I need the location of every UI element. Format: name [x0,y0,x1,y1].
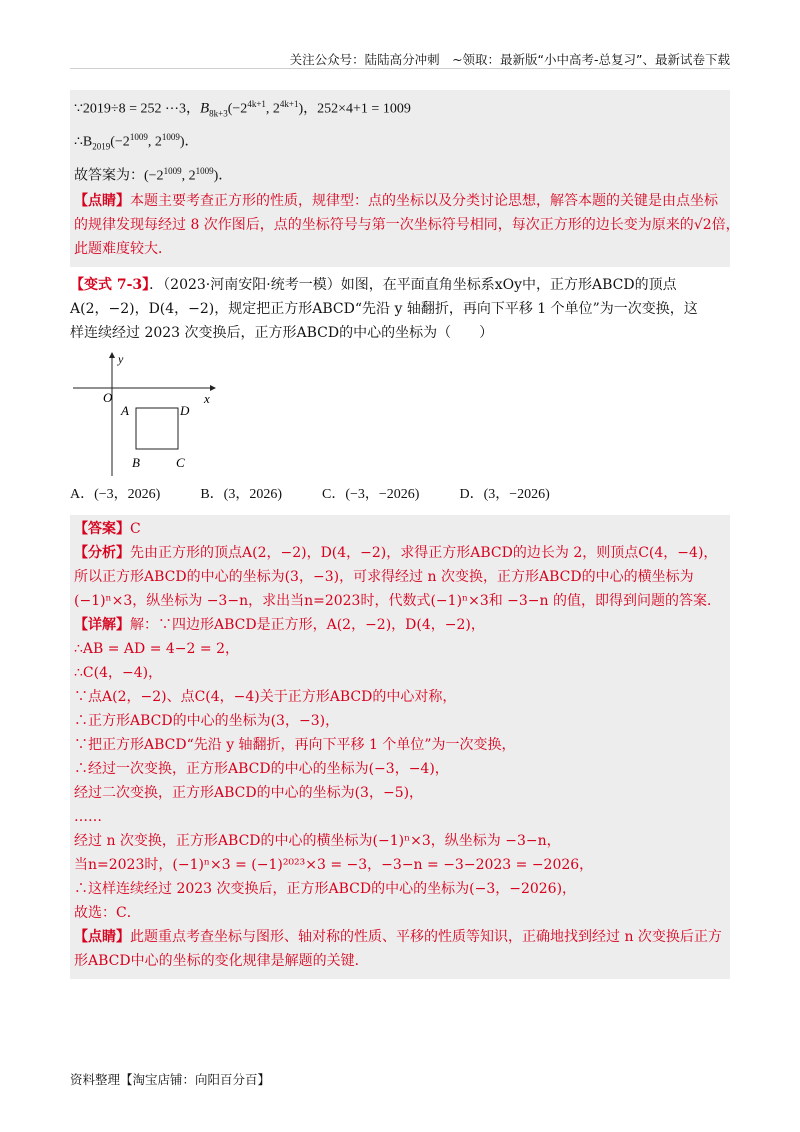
prev-l1-b-sub: 8k+3 [209,108,228,119]
detail-line-9: …… [74,808,102,825]
detail-line-2: ∴AB = AD = 4−2 = 2， [74,640,239,657]
detail-line-10: 经过 n 次变换，正方形ABCD的中心的横坐标为(−1)ⁿ×3，纵坐标为 −3−n， [74,832,561,849]
prev-l2-a: ∴B [74,135,93,151]
prev-note-sqrt: √2 [693,216,712,233]
analysis-line-3: (−1)ⁿ×3，纵坐标为 −3−n，求出当n=2023时，代数式(−1)ⁿ×3和 −3−n 的值，即得到问题的答案． [74,592,722,609]
square-abcd [136,408,178,449]
detail-line-11: 当n=2023时，(−1)ⁿ×3 = (−1)²⁰²³×3 = −3，−3−n = −3−2023 = −2026， [74,856,594,873]
analysis-line-1 [74,541,726,565]
analysis-l1: 先由正方形的顶点A(2，−2)，D(4，−2)，求得正方形ABCD的边长为 2，则顶点C(4，−4)， [130,544,718,561]
vertex-b-label: B [132,454,140,470]
choice-d[interactable]: D．(3，−2026) [459,486,550,502]
vertex-d-label: D [180,402,190,418]
question-line-1 [70,273,730,297]
prev-line-1 [74,92,726,125]
prev-l3-b: , 2 [181,168,196,184]
detail-line-7: ∴经过一次变换，正方形ABCD的中心的坐标为(−3，−4)， [74,760,449,777]
prev-l1-a: ∵2019÷8 = 252 ⋯3， [74,101,200,117]
prev-l3-a-sup: 1009 [163,165,182,176]
vertex-a-label: A [121,402,129,418]
prev-l3-a: 故答案为：(−2 [74,168,164,184]
prev-note-line-2 [74,213,740,237]
prev-line-2 [74,125,726,158]
prev-l2-a-sub: 2019 [92,141,111,152]
page-header: 关注公众号：陆陆高分冲刺 ~领取：最新版“小中高考-总复习”、最新试卷下载 [289,52,730,67]
prev-l1-e: )，252×4+1 = 1009 [298,101,411,117]
detail-line-3: ∴C(4，−4)， [74,664,163,681]
prev-l2-d: )． [179,135,199,151]
question-line-2: A(2，−2)，D(4，−2)，规定把正方形ABCD“先沿 y 轴翻折，再向下平移 1 个单位”为一次变换，这 [70,300,698,317]
vertex-c-label: C [176,454,185,470]
detail-line-8: 经过二次变换，正方形ABCD的中心的坐标为(3，−5)， [74,784,424,801]
note-l1: 此题重点考查坐标与图形、轴对称的性质、平移的性质等知识，正确地找到经过 n 次变换后正方 [130,928,722,945]
prev-note-2c: 倍， [711,216,740,233]
prev-note-1: 本题主要考查正方形的性质，规律型：点的坐标以及分类讨论思想，解答本题的关键是由点坐标 [130,192,718,209]
prev-l2-c-sup: 1009 [161,132,180,143]
answer-tag: 【答案】 [74,520,130,537]
detail-tag: 【详解】 [74,616,130,633]
prev-l2-b-sup: 1009 [129,132,148,143]
prev-l1-d-sup: 4k+1 [279,99,299,109]
answer-line [74,517,726,541]
prev-l1-b: B [200,100,210,117]
y-axis-arrow [109,352,115,358]
note-line-2: 形ABCD中心的坐标的变化规律是解题的关键． [74,952,369,969]
prev-l1-c-sup: 4k+1 [247,99,266,109]
page-content [70,90,740,979]
detail-line-5: ∴正方形ABCD的中心的坐标为(3，−3)， [74,712,340,729]
coordinate-figure [70,349,730,479]
prev-l1-d: , 2 [265,101,280,117]
detail-line-12: ∴这样连续经过 2023 次变换后，正方形ABCD的中心的坐标为(−3，−2026)， [74,880,577,897]
detail-l1: 解：∵四边形ABCD是正方形，A(2，−2)，D(4，−2)， [130,616,485,633]
question-l1: ．（2023·河南安阳·统考一模）如图，在平面直角坐标系xOy中，正方形ABCD的顶点 [149,276,677,293]
prev-line-3 [74,159,726,189]
choice-b[interactable]: B．(3，2026) [200,486,283,502]
prev-note-line-1 [74,189,726,213]
question-line-3: 样连续经过 2023 次变换后，正方形ABCD的中心的坐标为（ ） [70,324,494,341]
note-tag: 【点睛】 [74,928,130,945]
question-block [70,273,730,345]
x-axis-arrow [210,385,216,391]
page-footer: 资料整理【淘宝店铺：向阳百分百】 [70,1072,271,1087]
analysis-line-2: 所以正方形ABCD的中心的坐标为(3，−3)，可求得经过 n 次变换，正方形ABCD的中心的横坐标为 [74,568,694,585]
note-line-1 [74,925,726,949]
prev-l3-c: )． [213,168,233,184]
choice-a[interactable]: A．(−3，2026) [70,486,161,502]
answer-choices [70,483,730,507]
prev-l2-b: (−2 [110,135,130,151]
figure-svg [70,349,230,479]
detail-line-4: ∵点A(2，−2)、点C(4，−4)关于正方形ABCD的中心对称， [74,688,457,705]
x-axis-label: x [204,390,210,406]
prev-note-tag: 【点睛】 [74,192,130,209]
prev-note-2a: 的规律发现每经过 8 次作图后，点的坐标符号与第一次坐标符号相同，每次正方形的边长变为原来的 [74,216,694,233]
prev-l2-c: , 2 [147,135,162,151]
choice-c[interactable]: C．(−3，−2026) [322,486,420,502]
question-tag: 【变式 7-3】 [70,276,150,293]
prev-l3-b-sup: 1009 [195,165,214,176]
y-axis-label: y [118,351,124,366]
prev-l1-c: (−2 [227,101,248,117]
analysis-tag: 【分析】 [74,544,130,561]
answer-text: C [130,520,141,537]
origin-label: O [103,389,113,405]
prev-note-line-3: 此题难度较大． [74,240,172,257]
previous-solution-block [70,90,740,267]
detail-line-1 [74,613,726,637]
solution-block [70,515,730,979]
header-divider [70,68,730,69]
detail-line-13: 故选：C． [74,904,141,921]
detail-line-6: ∵把正方形ABCD“先沿 y 轴翻折，再向下平移 1 个单位”为一次变换， [74,736,516,753]
